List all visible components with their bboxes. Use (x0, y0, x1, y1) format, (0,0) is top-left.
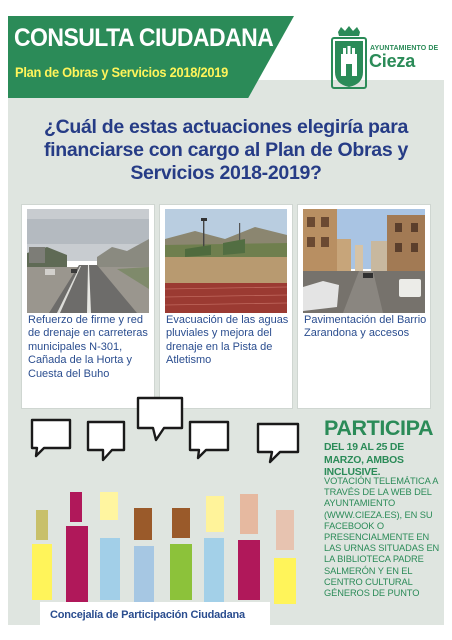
participation-dates: DEL 19 AL 25 DE MARZO, AMBOS INCLUSIVE. (324, 442, 404, 478)
person-figure-icon (170, 544, 192, 600)
person-figure-icon (274, 558, 296, 604)
speech-bubble-icon (190, 422, 228, 458)
option-card-zarandona[interactable] (298, 205, 430, 408)
hand-icon (100, 492, 118, 520)
rural-road-photo (27, 209, 149, 313)
coat-of-arms-icon (330, 26, 368, 90)
option-caption: Pavimentación del Barrio Zarandona y accesos (304, 314, 427, 340)
city-name: Cieza (369, 51, 416, 71)
person-figure-icon (238, 540, 260, 600)
hand-icon (134, 508, 152, 540)
neighborhood-street-photo (303, 209, 425, 313)
speech-bubble-icon (32, 420, 70, 456)
person-figure-icon (100, 538, 120, 600)
person-figure-icon (204, 538, 224, 604)
person-figure-icon (66, 526, 88, 604)
athletics-track-photo (165, 209, 287, 313)
hand-icon (36, 510, 48, 540)
person-figure-icon (134, 546, 154, 604)
city-council-label: AYUNTAMIENTO DE (370, 45, 439, 52)
option-card-roads[interactable] (22, 205, 154, 408)
voting-instructions: VOTACIÓN TELEMÁTICA A TRAVÉS DE LA WEB DEL AYUNTAMIENTO (WWW.CIEZA.ES), EN SU FACEBOOK O PRESENCIALMENTE EN LAS URNAS SITUADAS EN LA BIBLIOTECA PADRE SALMERÓN Y EN EL CENTRO CULTURAL GÉNEROS DE PUNTO (324, 476, 440, 599)
people-illustration (0, 486, 320, 612)
hand-icon (206, 496, 224, 532)
department-name: Concejalía de Participación Ciudadana (50, 609, 245, 621)
page-title: CONSULTA CIUDADANA (14, 24, 274, 52)
speech-bubble-icon (138, 398, 182, 440)
page-subtitle: Plan de Obras y Servicios 2018/2019 (15, 64, 229, 80)
hand-icon (276, 510, 294, 550)
option-caption: Evacuación de las aguas pluviales y mejora del drenaje en la Pista de Atletismo (166, 314, 289, 367)
consultation-question: ¿Cuál de estas actuaciones elegiría para financiarse con cargo al Plan de Obras y Servicios 2018-2019? (43, 116, 409, 184)
hand-icon (240, 494, 258, 534)
participa-heading: PARTICIPA (324, 416, 434, 440)
speech-bubble-icon (88, 422, 124, 460)
option-caption: Refuerzo de firme y red de drenaje en carreteras municipales N-301, Cañada de la Horta y Cuesta del Buho (28, 314, 148, 380)
speech-bubble-icon (258, 424, 298, 462)
person-figure-icon (32, 544, 52, 600)
option-card-athletics-track[interactable] (160, 205, 292, 408)
hand-icon (70, 492, 82, 522)
speech-bubbles-illustration (0, 392, 320, 492)
hand-icon (172, 508, 190, 538)
